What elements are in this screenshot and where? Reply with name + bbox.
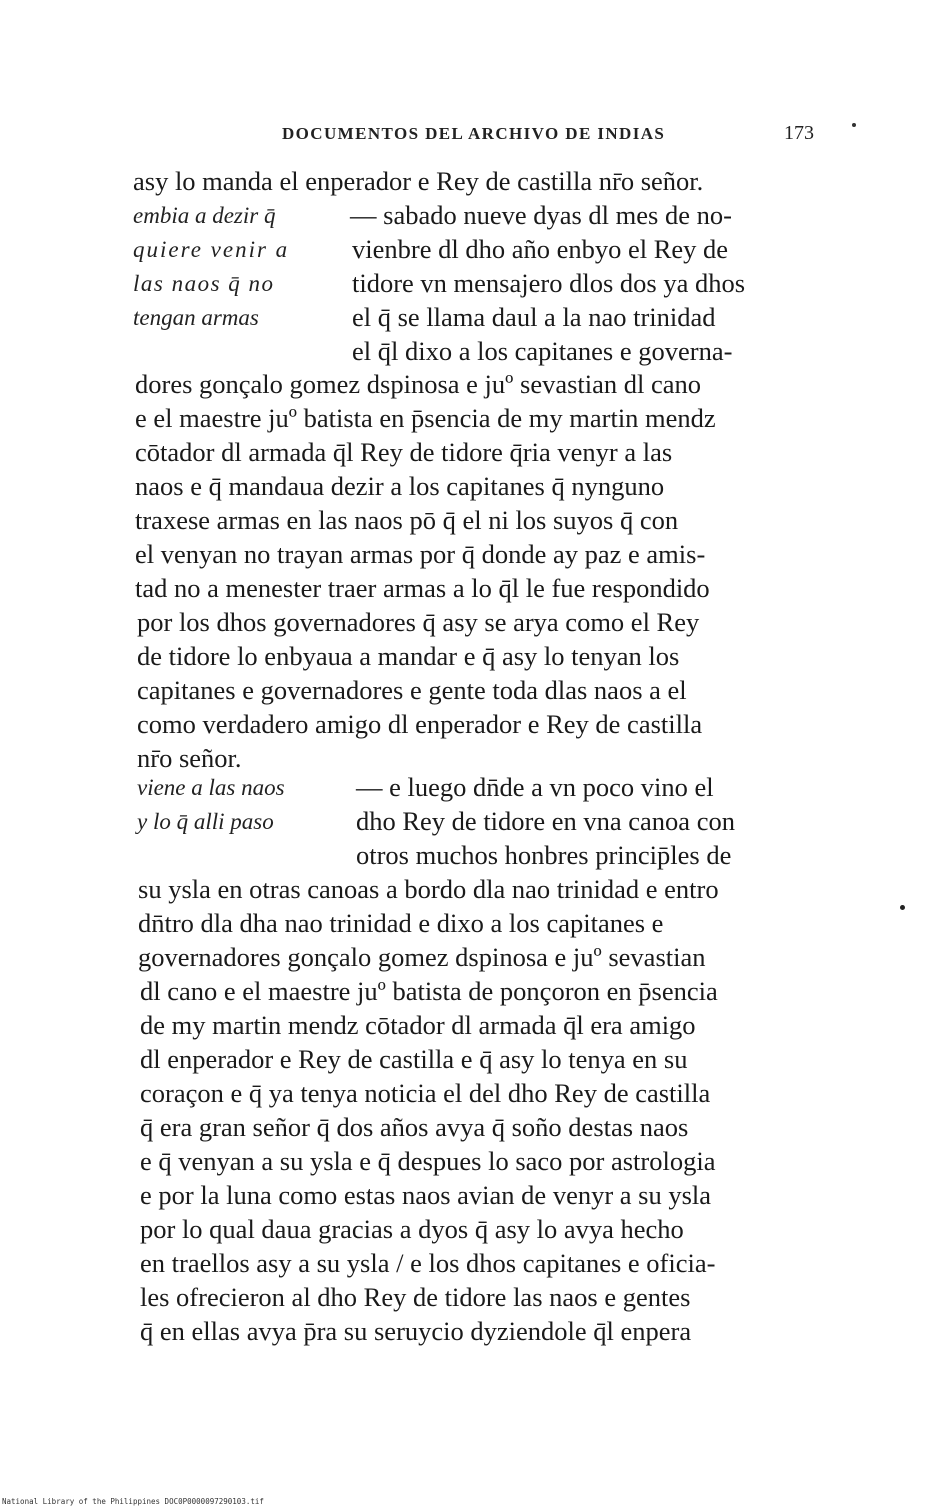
text-line: e por la luna como estas naos avian de venyr a su ysla: [140, 1180, 712, 1210]
text-line: vienbre dl dho año enbyo el Rey de: [352, 234, 729, 264]
running-header: DOCUMENTOS DEL ARCHIVO DE INDIAS: [282, 124, 666, 143]
text-line: su ysla en otras canoas a bordo dla nao trinidad e entro: [138, 874, 719, 904]
text-line: el q̄l dixo a los capitanes e governa-: [352, 336, 733, 366]
text-line: otros muchos honbres princip̄les de: [356, 840, 732, 870]
speck-mark: [852, 123, 856, 127]
text-line: por lo qual daua gracias a dyos q̄ asy lo avya hecho: [140, 1214, 684, 1244]
text-line: dho Rey de tidore en vna canoa con: [356, 806, 735, 836]
text-line: naos e q̄ mandaua dezir a los capitanes q̄ nynguno: [135, 471, 665, 501]
text-line: asy lo manda el enperador e Rey de castilla nr̄o señor.: [133, 166, 704, 196]
text-line: tad no a menester traer armas a lo q̄l le fue respondido: [135, 573, 710, 603]
text-line: el q̄ se llama daul a la nao trinidad: [352, 302, 716, 332]
page-number: 173: [784, 122, 814, 144]
margin-note-line: tengan armas: [133, 305, 259, 330]
text-line: dl enperador e Rey de castilla e q̄ asy lo tenya en su: [140, 1044, 688, 1074]
text-line: nr̄o señor.: [137, 743, 242, 773]
margin-note-line: embia a dezir q̄: [133, 203, 276, 228]
text-line: por los dhos governadores q̄ asy se arya como el Rey: [137, 607, 700, 637]
scan-footer: National Library of the Philippines DOC0P0000097290103.tif: [2, 1497, 264, 1506]
margin-note-line: viene a las naos: [137, 775, 285, 800]
text-line: e q̄ venyan a su ysla e q̄ despues lo saco por astrologia: [140, 1146, 716, 1176]
text-line: como verdadero amigo dl enperador e Rey de castilla: [137, 709, 703, 739]
margin-note-line: y lo q̄ alli paso: [137, 809, 274, 834]
text-line: q̄ en ellas avya p̄ra su seruycio dyziendole q̄l enpera: [140, 1316, 692, 1346]
text-line: tidore vn mensajero dlos dos ya dhos: [352, 268, 746, 298]
text-line: les ofrecieron al dho Rey de tidore las naos e gentes: [140, 1282, 691, 1312]
text-line: — e luego dn̄de a vn poco vino el: [356, 772, 714, 802]
text-line: de my martin mendz cōtador dl armada q̄l era amigo: [140, 1010, 696, 1040]
text-line: dl cano e el maestre juº batista de ponçoron en p̄sencia: [140, 976, 718, 1006]
text-line: en traellos asy a su ysla / e los dhos capitanes e oficia-: [140, 1248, 716, 1278]
text-line: coraçon e q̄ ya tenya noticia el del dho Rey de castilla: [140, 1078, 711, 1108]
text-line: de tidore lo enbyaua a mandar e q̄ asy lo tenyan los: [137, 641, 680, 671]
text-line: dn̄tro dla dha nao trinidad e dixo a los capitanes e: [138, 908, 664, 938]
text-line: e el maestre juº batista en p̄sencia de my martin mendz: [135, 403, 716, 433]
margin-note-line: las naos q̄ no: [133, 271, 275, 296]
speck-mark: [900, 905, 905, 910]
text-line: — sabado nueve dyas dl mes de no-: [350, 200, 732, 230]
text-line: cōtador dl armada q̄l Rey de tidore q̄ria venyr a las: [135, 437, 673, 467]
text-line: traxese armas en las naos pō q̄ el ni los suyos q̄ con: [135, 505, 679, 535]
text-line: capitanes e governadores e gente toda dlas naos a el: [137, 675, 687, 705]
text-line: dores gonçalo gomez dspinosa e juº sevastian dl cano: [135, 369, 702, 399]
text-line: el venyan no trayan armas por q̄ donde ay paz e amis-: [135, 539, 706, 569]
text-line: q̄ era gran señor q̄ dos años avya q̄ soño destas naos: [140, 1112, 689, 1142]
margin-note-line: quiere venir a: [133, 237, 290, 262]
text-line: governadores gonçalo gomez dspinosa e juº sevastian: [138, 942, 706, 972]
